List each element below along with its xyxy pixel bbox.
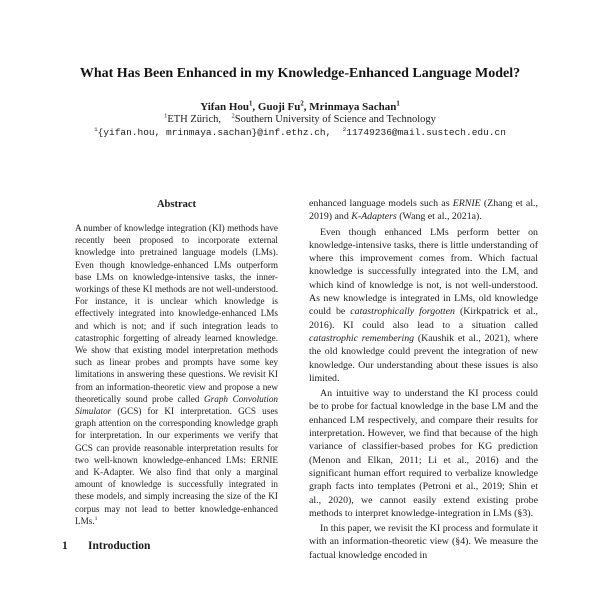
paper-title: What Has Been Enhanced in my Knowledge-Enhanced Language Model? bbox=[79, 66, 521, 81]
paragraph: In this paper, we revisit the KI process and formulate it with an information-theoretic view (§4). We measure the factual knowledge encoded in bbox=[309, 523, 538, 561]
paragraph: Even though enhanced LMs perform better on knowledge-intensive tasks, there is little understanding of where this improvement comes from. Which factual knowledge is successfully integrated into the LM, and which kind of knowledge is not, is not well-understood. As new knowledge is integrated in LMs, old knowledge could be catastrophically forgotten (Kirkpatrick et al., 2016). KI could also lead to a situation called catastrophic remembering (Kaushik et al., 2021), where the old knowledge could prevent the integration of new knowledge. Our understanding about these issues is also limited. bbox=[309, 226, 539, 384]
authors-line: Yifan Hou$^1$, Guoji Fu$^2$, Mrinmaya Sachan$^1$ bbox=[200, 100, 400, 113]
affiliations-line: $^1$ETH Zürich, $^2$Southern University of Science and Technology bbox=[164, 112, 436, 125]
paragraph-continuation: enhanced language models such as ERNIE (Zhang et al., 2019) and K-Adapters (Wang et al., 2021a). bbox=[309, 198, 538, 223]
emails-line: $^1${yifan.hou, mrinmaya.sachan}@inf.ethz.ch, $^2$11749236@mail.sustech.edu.cn bbox=[94, 125, 506, 138]
abstract-heading: Abstract bbox=[156, 199, 197, 210]
abstract-text: A number of knowledge integration (KI) methods have recently been proposed to incorporate external knowledge into pretrained language models (LMs). Even though knowledge-enhanced LMs outperform base LMs on knowledge-intensive tasks, the inner-workings of these KI methods are not well-understood. For instance, it is unclear which knowledge is effectively integrated into knowledge-enhanced LMs and which is not; and if such integration leads to catastrophic forgetting of already learned knowledge. We show that existing model interpretation methods such as linear probes and prompts have some key limitations in answering these questions. We revisit KI from an information-theoretic view and propose a new theoretically sound probe called Graph Convolution Simulator (GCS) for KI interpretation. GCS uses graph attention on the corresponding knowledge graph for interpretation. In our experiments we verify that GCS can provide reasonable interpretation results for two well-known knowledge-enhanced LMs: ERNIE and K-Adapter. We also find that only a marginal amount of knowledge is successfully integrated in these models, and simply increasing the size of the KI corpus may not lead to better knowledge-enhanced LMs.$^1$ bbox=[75, 223, 279, 526]
two-column-body bbox=[62, 197, 538, 562]
section-1-heading bbox=[62, 540, 291, 552]
paper-header bbox=[0, 0, 600, 138]
right-column bbox=[309, 197, 538, 562]
section-number: 1 bbox=[62, 540, 68, 553]
left-column bbox=[62, 197, 291, 562]
section-title: Introduction bbox=[88, 540, 151, 553]
abstract-block bbox=[75, 197, 278, 527]
paragraph: An intuitive way to understand the KI process could be to probe for factual knowledge in the base LM and the enhanced LM respectively, and compare their results for interpretation. However, we find that because of the high variance of classifier-based probes for KG prediction (Menon and Elkan, 2011; Li et al., 2016) and the significant human effort required to verbalize knowledge graph facts into templates (Petroni et al., 2019; Shin et al., 2020), we cannot easily extend existing probe methods to interpret knowledge-integration in LMs (§3). bbox=[309, 388, 538, 519]
